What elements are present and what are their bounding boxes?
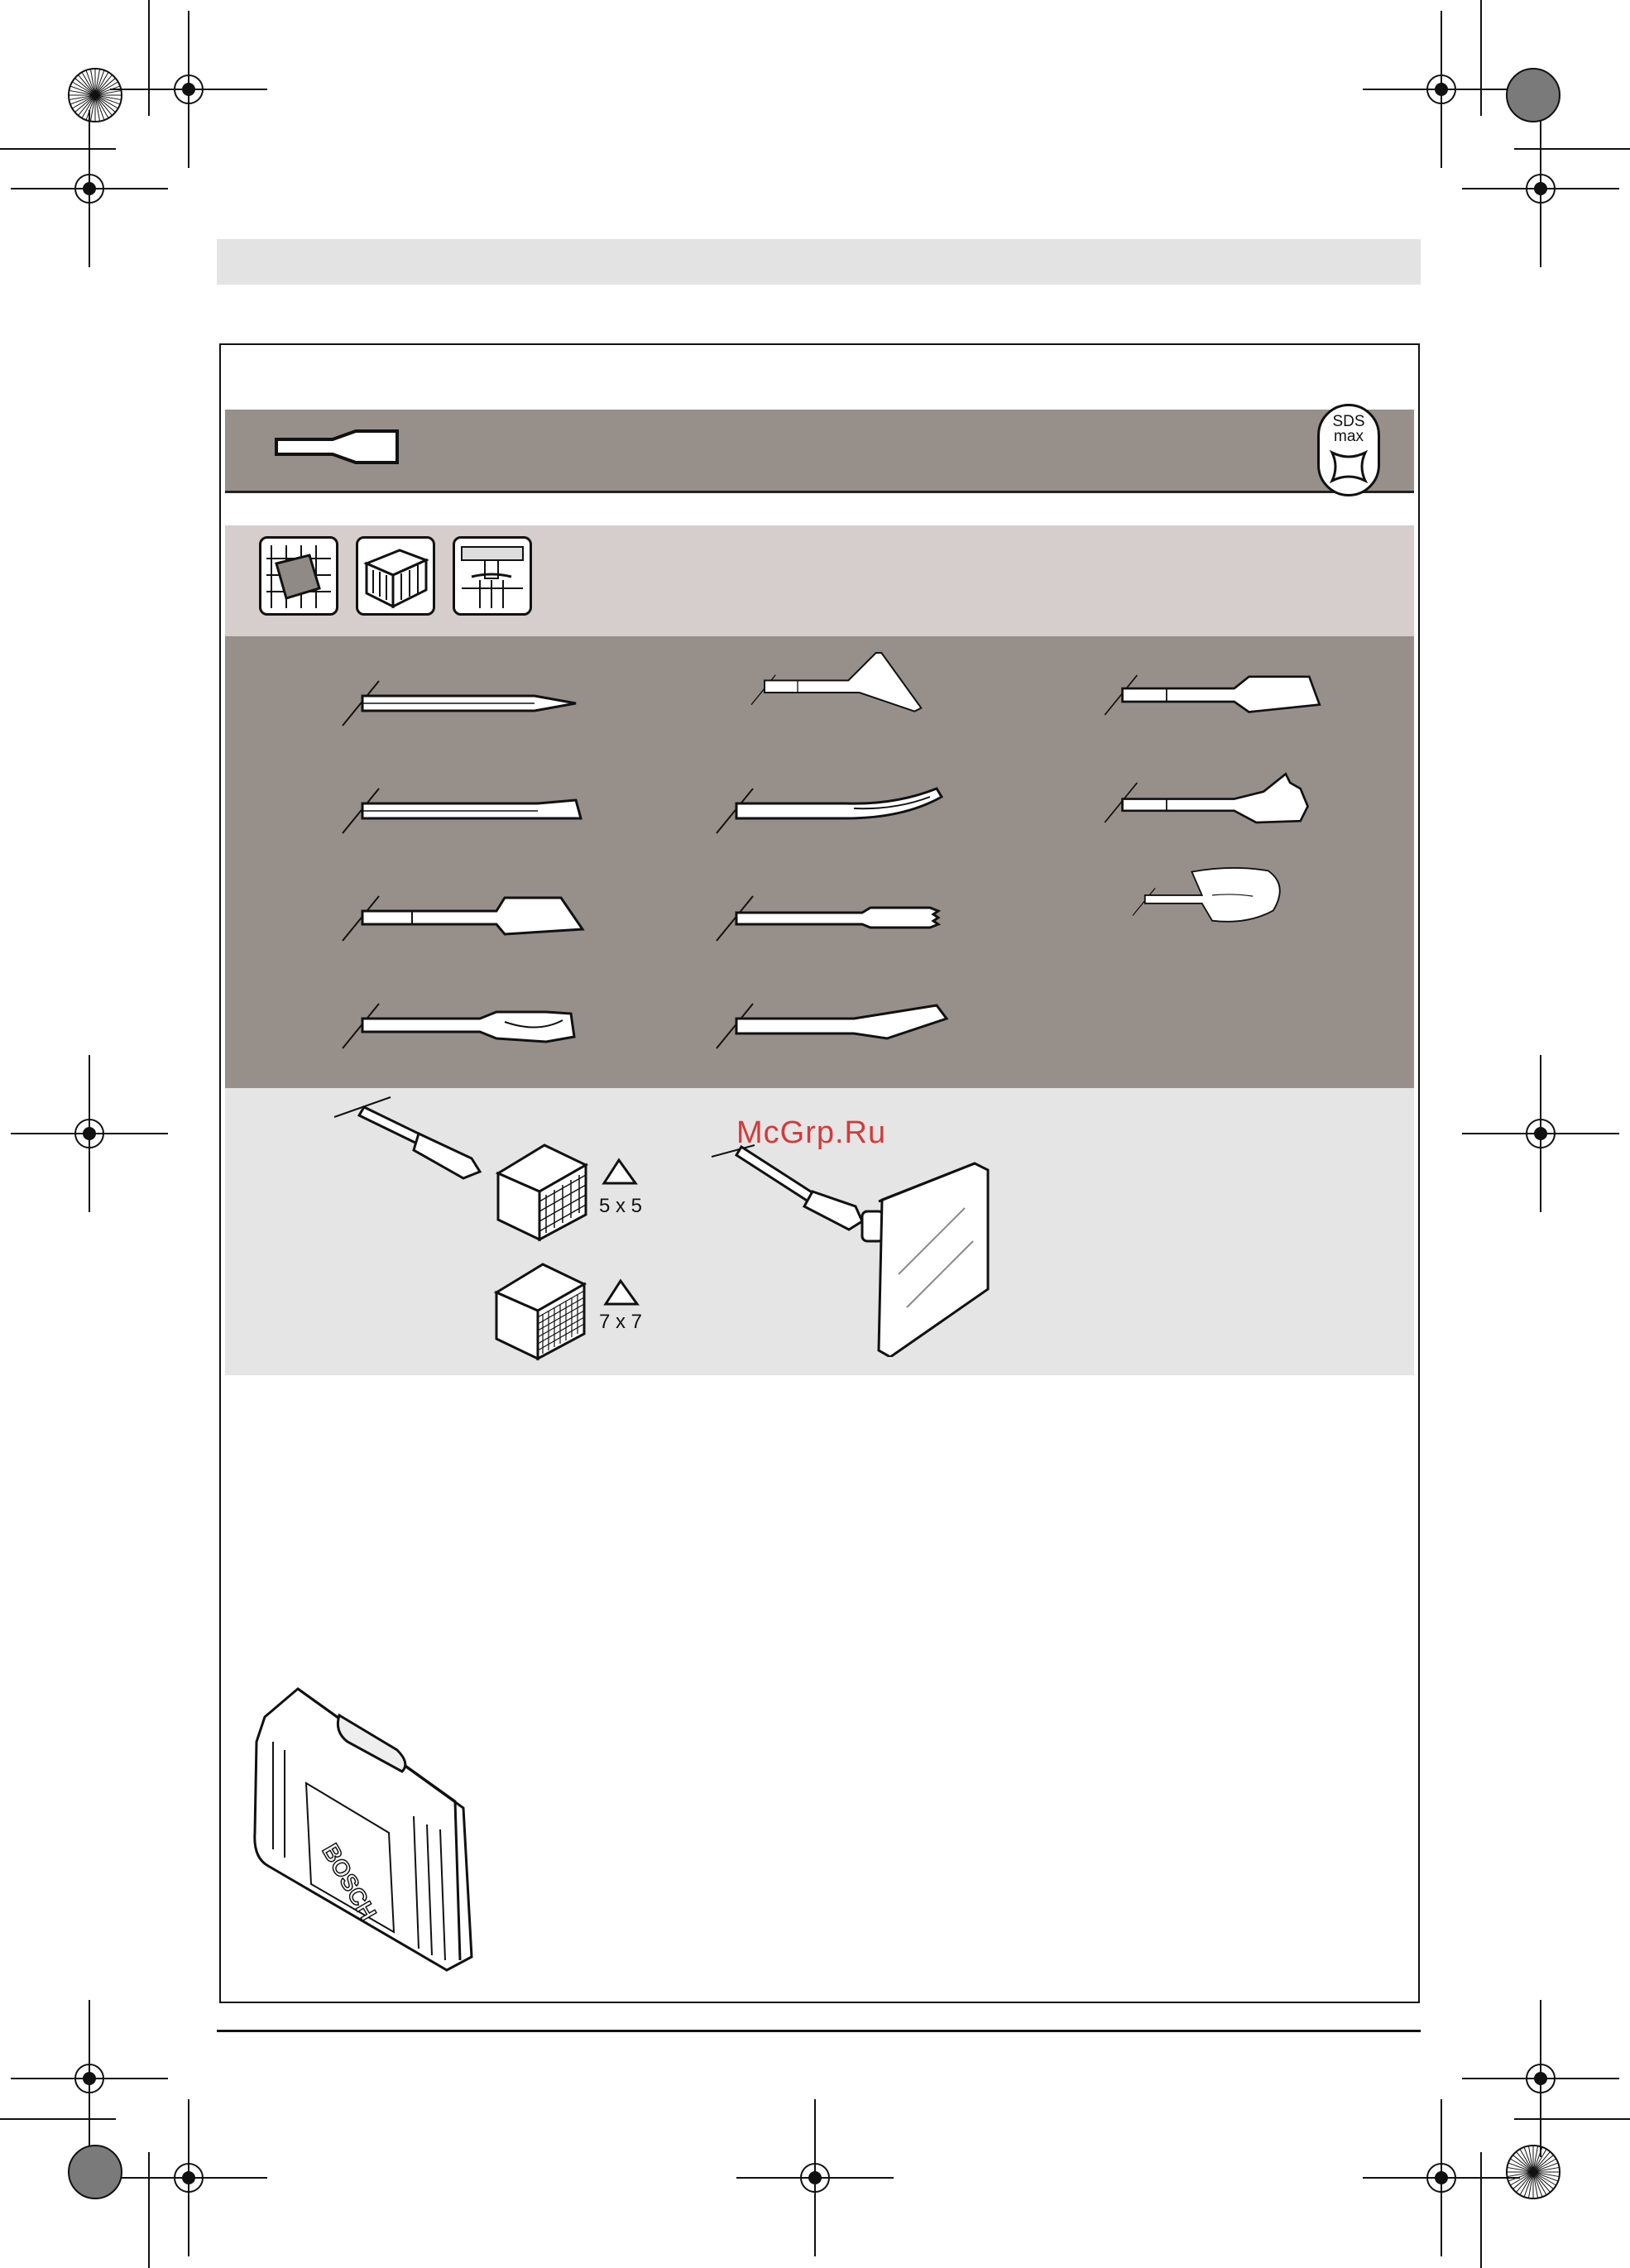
flat-chisel-symbol-icon [273, 426, 405, 468]
crosshair-mark [736, 2099, 894, 2256]
spade-chisel-icon [339, 889, 587, 956]
clay-spade-icon [1088, 865, 1336, 931]
bush-hammer-head-5x5-icon [493, 1140, 591, 1244]
brick-block-icon [356, 536, 435, 616]
crosshair-mark [1462, 2000, 1619, 2157]
tile-on-wall-icon [259, 536, 338, 616]
sds-max-badge [1317, 404, 1380, 496]
max-label: max [1334, 428, 1364, 445]
watermark: McGrp.Ru [736, 1115, 887, 1150]
pyramid-tooth-icon [602, 1278, 640, 1307]
wide-flat-chisel-icon [1088, 662, 1336, 728]
channel-chisel-icon [339, 997, 587, 1063]
bent-channel-chisel-icon [713, 782, 961, 848]
footer-rule [217, 2030, 1421, 2032]
bush-hammer-5x5-label: 5 x 5 [599, 1195, 643, 1217]
bush-hammer-head-7x7-icon [491, 1259, 589, 1364]
angled-flat-chisel-icon [713, 997, 961, 1063]
cranked-channel-chisel-icon [1088, 770, 1336, 836]
wide-spade-chisel-icon [713, 650, 961, 716]
crosshair-mark [11, 2000, 168, 2157]
bush-hammer-7x7-label: 7 x 7 [599, 1311, 643, 1333]
crosshair-mark [1462, 1055, 1619, 1212]
header-bar [217, 239, 1421, 285]
bush-hammer-adapter-icon [331, 1092, 496, 1183]
crosshair-mark [11, 110, 168, 267]
crosshair-mark [110, 2099, 267, 2256]
crosshair-mark [1363, 11, 1520, 168]
bosch-logo: BOSCH [317, 1839, 381, 1925]
toothed-chisel-icon [713, 889, 961, 956]
crosshair-mark [1363, 2099, 1520, 2256]
pointed-chisel-icon [339, 674, 587, 741]
pyramid-tooth-icon [601, 1157, 639, 1187]
carrying-case-icon [248, 1684, 480, 1973]
flat-chisel-icon [339, 782, 587, 848]
wall-demolition-icon [453, 536, 532, 616]
crosshair-mark [1462, 110, 1619, 267]
sds-label: SDS [1332, 413, 1365, 430]
crosshair-mark [110, 11, 267, 168]
crosshair-mark [11, 1055, 168, 1212]
sds-shank-icon [1326, 444, 1372, 489]
